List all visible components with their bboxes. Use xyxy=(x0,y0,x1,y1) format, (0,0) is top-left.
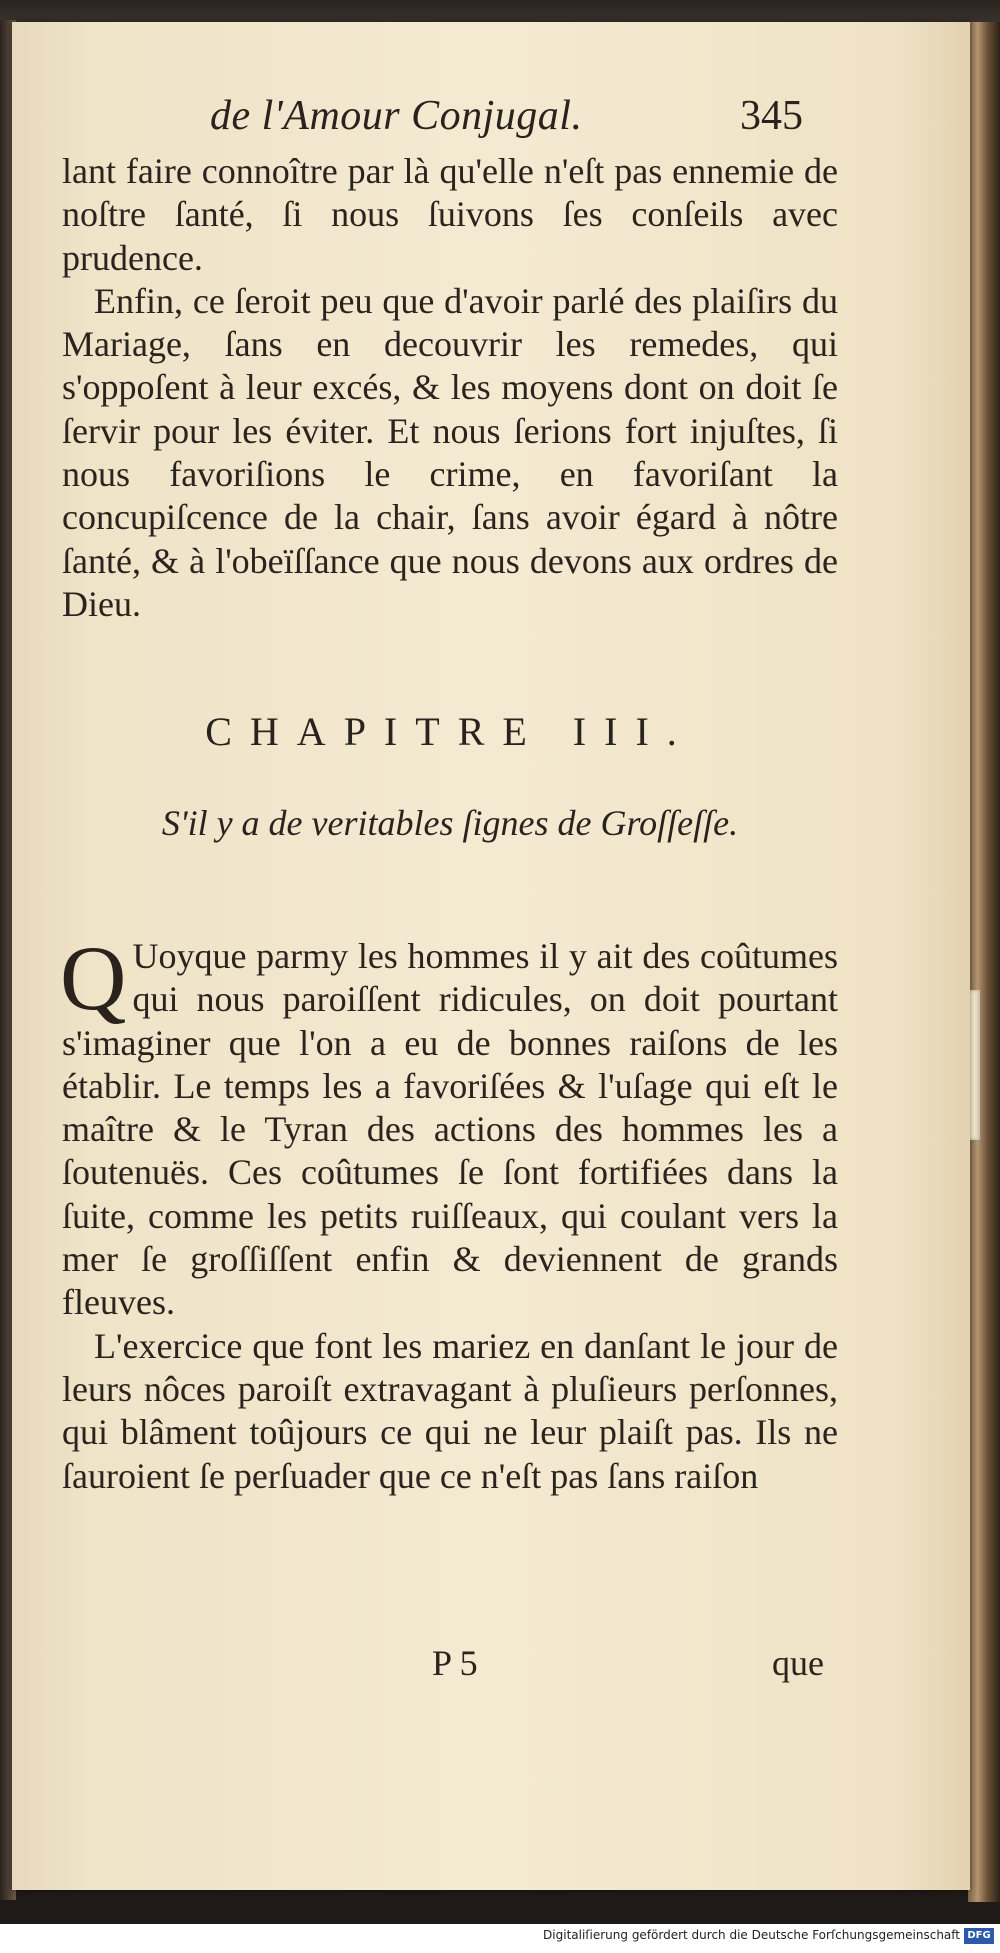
page-number: 345 xyxy=(740,93,803,139)
running-head: de l'Amour Conjugal. xyxy=(210,93,583,139)
dfg-logo-icon: DFG xyxy=(964,1928,994,1944)
page-fore-edge xyxy=(968,22,1000,1902)
catchword: que xyxy=(772,1643,824,1683)
chapter-heading: CHAPITRE III. xyxy=(205,709,695,754)
text-block-top xyxy=(62,150,838,626)
signature-mark: P 5 xyxy=(432,1643,478,1683)
paragraph-text: Uoyque parmy les hommes il y ait des coûtumes qui nous paroiſſent ridicules, on doit pourtant s'imaginer que l'on a eu de bonnes raiſons de les établir. Le temps les a favoriſées & l'uſage qui eſt le maître & le Tyran des actions des hommes les a ſoutenuës. Ces coûtumes ſe ſont fortifiées dans la ſuite, comme les petits ruiſſeaux, qui coulant vers la mer ſe groſſiſſent enfin & deviennent de grands fleuves. xyxy=(62,936,838,1323)
paragraph: lant faire connoître par là qu'elle n'eſt pas ennemie de noſtre ſanté, ſi nous ſuivons ſes conſeils avec prudence. xyxy=(62,151,838,278)
chapter-title: S'il y a de veritables ſignes de Groſſeſſe. xyxy=(161,803,739,843)
text-block-bottom xyxy=(60,927,838,1498)
paragraph: L'exercice que font les mariez en danſant le jour de leurs nôces paroiſt extravagant à pluſieurs perſonnes, qui blâment toûjours ce qui ne leur plaiſt pas. Ils ne ſauroient ſe perſuader que ce n'eſt pas ſans raiſon xyxy=(62,1325,838,1496)
paragraph xyxy=(60,927,838,1325)
paragraph: Enfin, ce ſeroit peu que d'avoir parlé des plaiſirs du Mariage, ſans en decouvrir les remedes, qui s'oppoſent à leur excés, & les moyens dont on doit ſe ſervir pour les éviter. Et nous ſerions fort injuſtes, ſi nous favoriſions le crime, en favoriſant la concupiſcence de la chair, ſans avoir égard à nôtre ſanté, & à l'obeïſſance que nous devons aux ordres de Dieu. xyxy=(62,280,838,624)
digitization-credit: Digitaliſierung gefördert durch die Deutsche Forſchungsgemeinschaft xyxy=(543,1928,960,1942)
drop-cap: Q xyxy=(60,927,127,1029)
